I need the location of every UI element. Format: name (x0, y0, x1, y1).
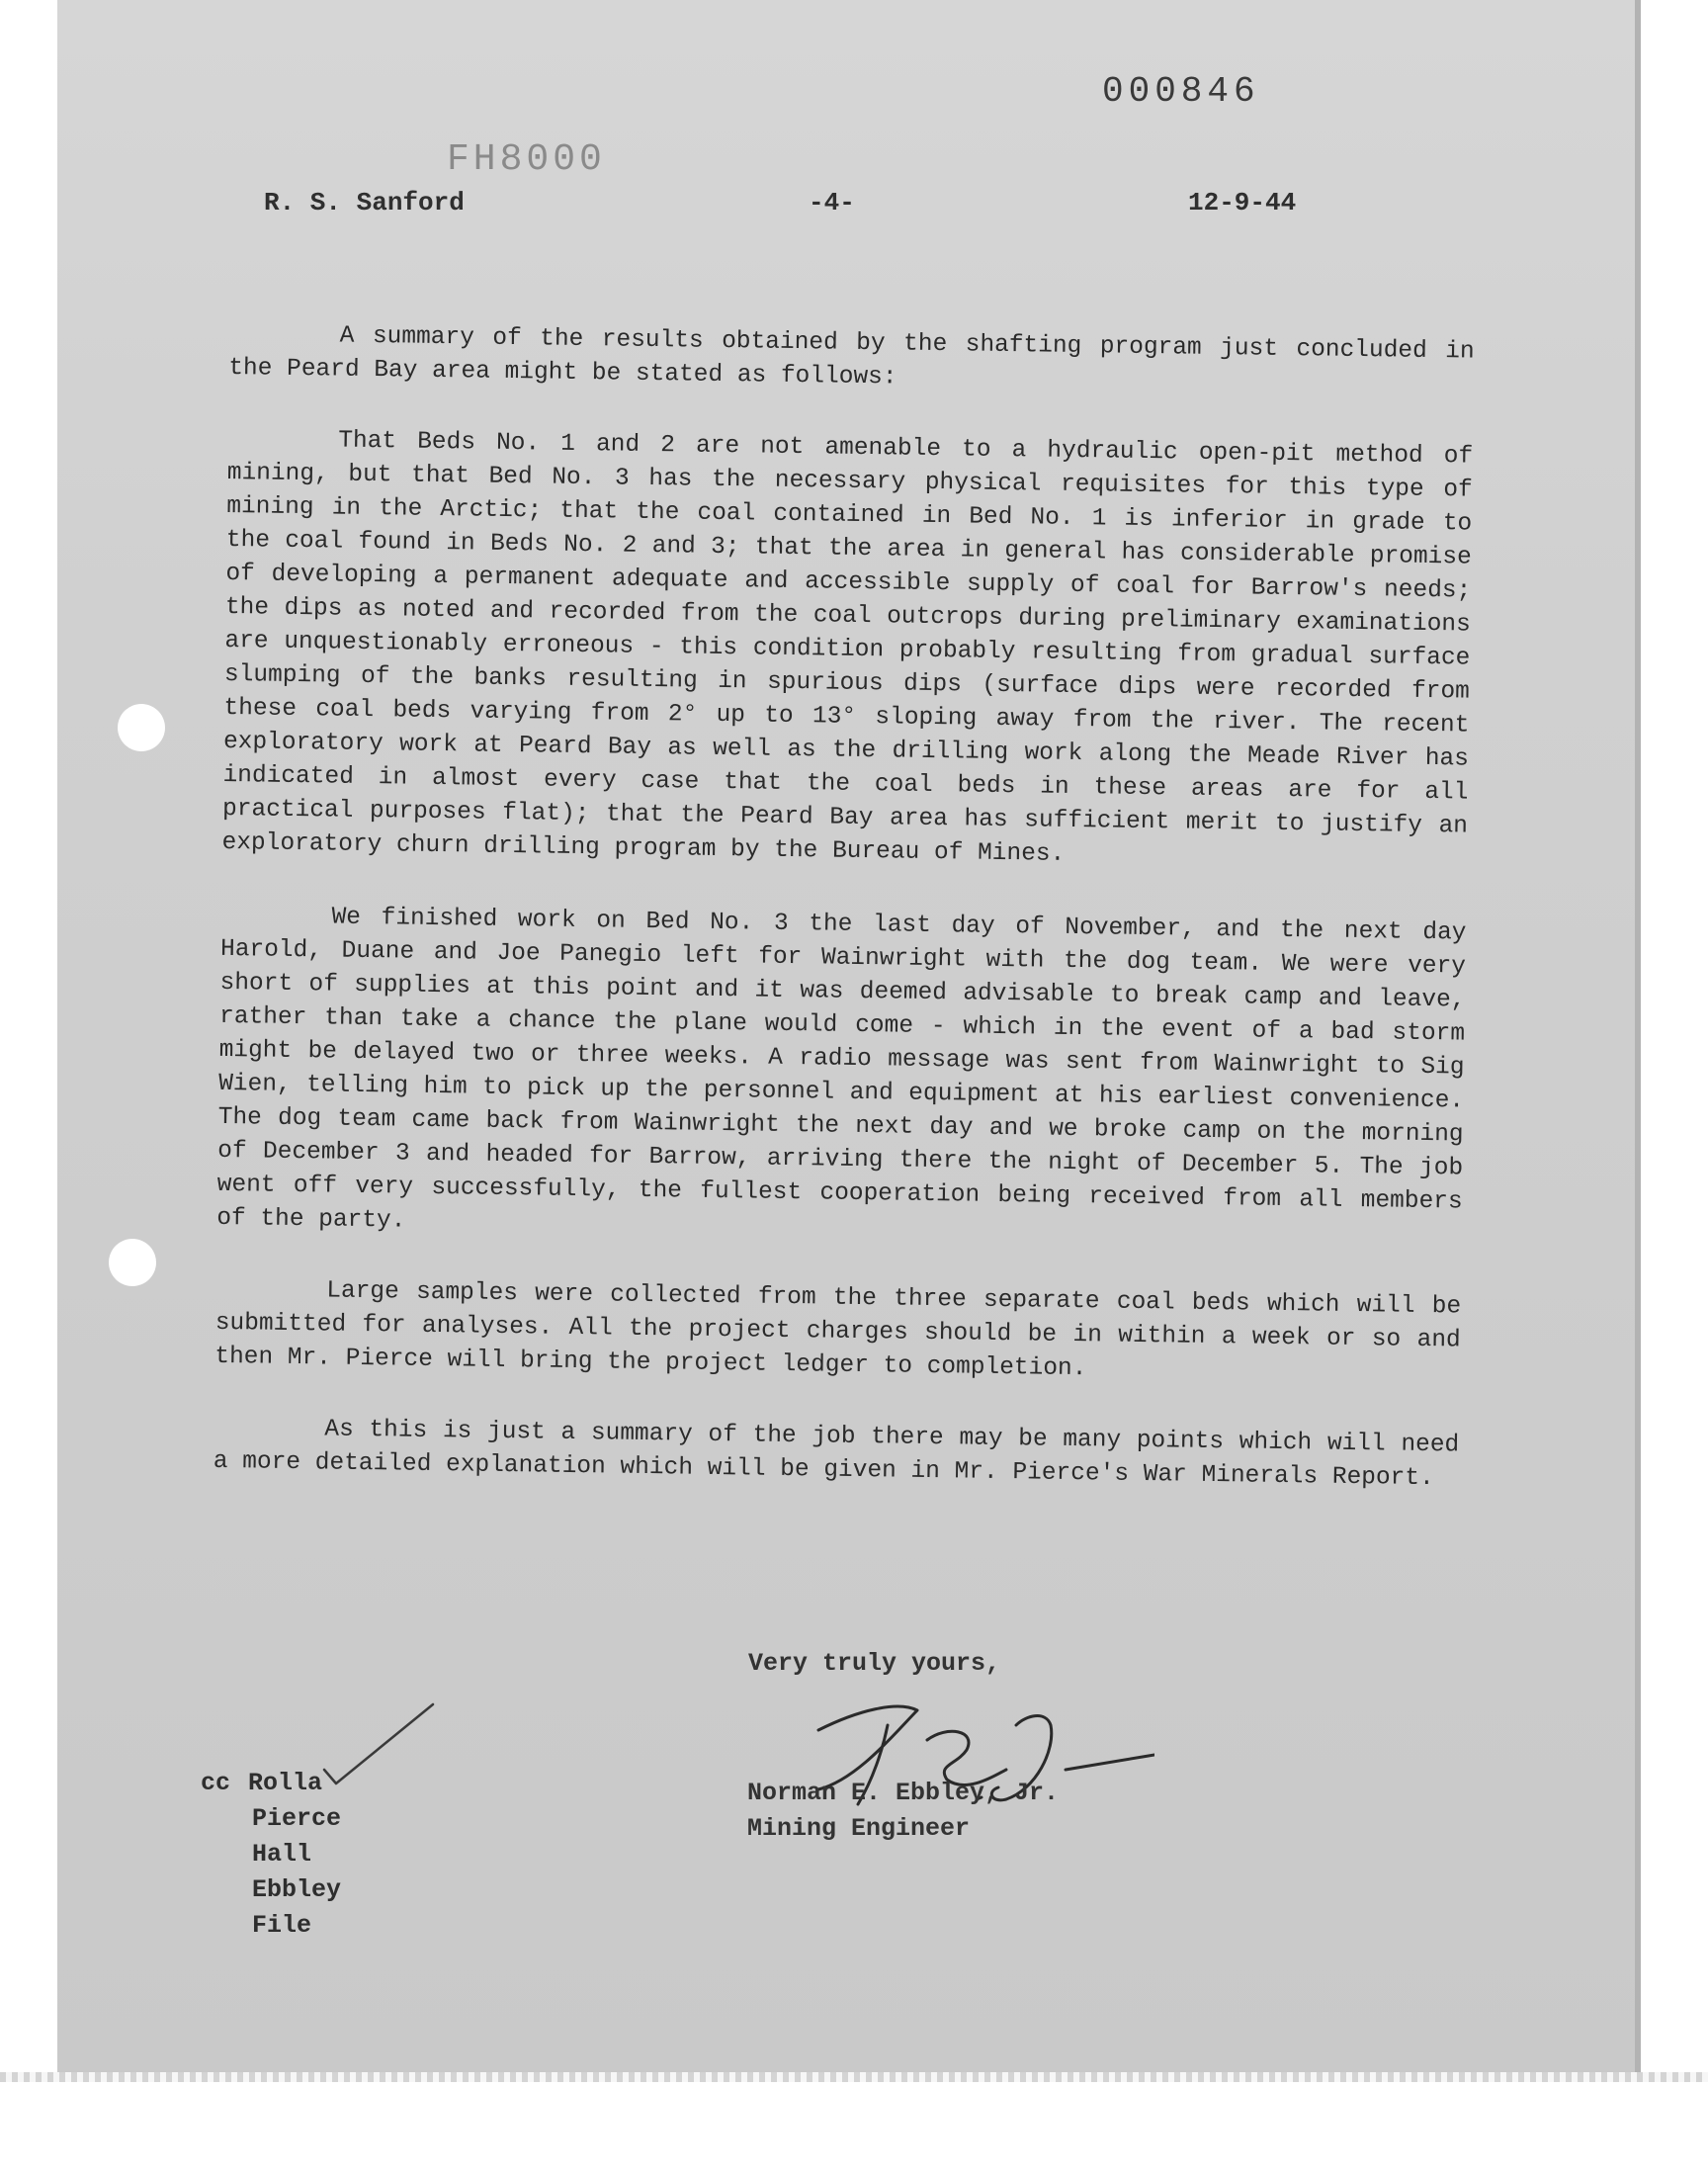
complimentary-close: Very truly yours, (748, 1649, 1001, 1678)
page-edge-shadow (1635, 0, 1641, 2072)
cc-recipient: File (252, 1911, 312, 1940)
document-stamp: FH8000 (447, 138, 606, 181)
file-number: 000846 (1102, 71, 1260, 112)
cc-label: cc (201, 1769, 231, 1797)
header-date: 12-9-44 (1188, 188, 1297, 218)
cc-recipient: Ebbley (252, 1875, 342, 1904)
punch-hole-upper (118, 704, 165, 751)
scan-bottom-strip (0, 2072, 1708, 2082)
letter-body (213, 318, 1475, 1533)
header-page-number: -4- (809, 188, 855, 218)
paragraph-summary-intro: A summary of the results obtained by the shafting program just concluded in the Peard Bay area might be stated as follows: (228, 322, 1475, 392)
cc-recipient: Hall (252, 1840, 312, 1869)
header-recipient: R. S. Sanford (264, 188, 465, 218)
cc-recipient: Pierce (252, 1804, 342, 1833)
paragraph-field-work: We finished work on Bed No. 3 the last day of November, and the next day Harold, Duane and Joe Panegio left for Wainwright with the dog team. We were very short of supplies at this point and it was deemed advisable to break camp and leave, rather than take a chance the plane would come - which in the event of a bad storm might be delayed two or three weeks. A radio message was sent from Wainwright to Sig Wien, telling him to pick up the personnel and equipment at his earliest convenience. The dog team came back from Wainwright the next day and we broke camp on the morning of December 3 and headed for Barrow, arriving there the night of December 5. The job went off very successfully, the fullest cooperation being received from all members of the party. (216, 904, 1467, 1235)
signature-block (747, 1776, 1059, 1847)
paragraph-findings: That Beds No. 1 and 2 are not amenable to a hydraulic open-pit method of mining, but that Bed No. 3 has the necessary physical requisites for this type of mining in the Arctic; that the coal contained in Bed No. 1 is inferior in grade to the coal found in Beds No. 2 and 3; that the area in general has considerable promise of developing a permanent adequate and accessible supply of coal for Barrow's needs; the dips as noted and recorded from the coal outcrops during preliminary examinations are unquestionably erroneous - this condition probably resulting from gradual surface slumping of the banks resulting in spurious dips (surface dips were recorded from these coal beds varying from 2° up to 13° sloping away from the river. The recent exploratory work at Peard Bay as well as the drilling work along the Meade River has indicated in almost every case that the coal beds in these areas are for all practical purposes flat); that the Peard Bay area has sufficient merit to justify an exploratory churn drilling program by the Bureau of Mines. (221, 427, 1474, 868)
carbon-copy-list (201, 1766, 342, 1940)
cc-recipient: Rolla (248, 1769, 323, 1797)
punch-hole-lower (109, 1239, 156, 1286)
signer-title: Mining Engineer (747, 1814, 971, 1843)
signer-name: Norman E. Ebbley, Jr. (747, 1779, 1060, 1807)
paragraph-closing-note: As this is just a summary of the job there may be many points which will need a more detailed explanation which will be given in Mr. Pierce's War Minerals Report. (213, 1416, 1460, 1493)
paragraph-samples: Large samples were collected from the three separate coal beds which will be submitted for analyses. All the project charges should be in within a week or so and then Mr. Pierce will bring the project ledger to completion. (214, 1277, 1462, 1383)
